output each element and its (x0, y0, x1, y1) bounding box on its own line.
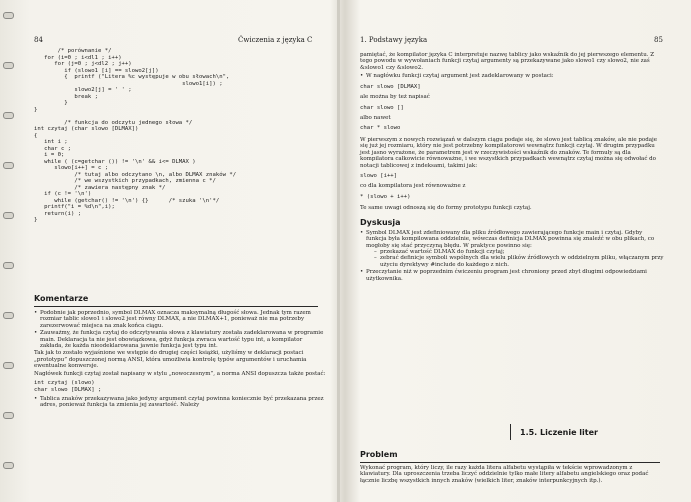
problem-text: Wykonać program, który liczy, ile razy każda litera alfabetu wystąpiła w tekście wprowadzonym z klawiatury. Dla uproszczenia trzeba liczyć oddzielnie tylko małe litery alfabetu angielskiego oraz podać łącznie liczbę wszystkich innych znaków (wielkich liter, znaków interpunkcyjnych itp.). (360, 465, 649, 484)
binding-ring (3, 262, 14, 269)
discussion-list (360, 269, 664, 282)
discussion-list (360, 230, 664, 249)
comments-list (34, 310, 326, 349)
binding-ring (3, 362, 14, 369)
paragraph: albo nawet (360, 115, 391, 122)
section-marker (510, 424, 511, 440)
right-body (360, 52, 664, 282)
binding-ring (3, 112, 14, 119)
section-title: 1.5. Liczenie liter (520, 428, 598, 437)
binding-ring (3, 212, 14, 219)
discussion-item: • Przeczytanie niż w poprzednim ćwiczeniu program jest chroniony przed zbyt długimi odpowiedziami użytkownika. (360, 269, 664, 282)
comment-item: • Podobnie jak poprzednio, symbol DLMAX oznacza maksymalną długość słowa. Jednak tym razem rozmiar tablic slowo1 i slowo2 jest równy DLMAX, a nie DLMAX+1, ponieważ nie ma potrzeby zarezerwować miejsca na znak końca ciągu. (34, 310, 326, 329)
page-number: 84 (34, 36, 43, 44)
code-snippet: slowo [i++] (360, 172, 398, 179)
code-snippet: char * slowo (360, 125, 401, 132)
binding-ring (3, 162, 14, 169)
binding-ring (3, 12, 14, 19)
page-number: 85 (654, 36, 663, 44)
paragraph: co dla kompilatora jest równoważne z (360, 183, 466, 190)
code-snippet: char slowo [] (360, 104, 404, 111)
heading-rule (34, 306, 318, 307)
problem-section (360, 450, 664, 484)
paragraph: Nagłówek funkcji czytaj został napisany w stylu „nowoczesnym”, a norma ANSI dopuszcza także postać: (34, 370, 326, 377)
discussion-item: • Symbol DLMAX jest zdefiniowany dla pliku źródłowego zawierającego funkcje main i czytaj. Gdyby funkcja była kompilowana oddzielnie, wówczas definicja DLMAX powinna się znaleźć w obu plikach, co mogłoby się stać przyczyną błędu. W praktyce powinno się: (360, 230, 664, 249)
comments-list (34, 396, 326, 409)
paragraph: ale można by też napisać (360, 94, 430, 101)
comments-heading: Komentarze (34, 294, 89, 303)
dash-item: – zebrać definicje symboli wspólnych dla wielu plików źródłowych w oddzielnym pliku, włączanym przy użyciu dyrektywy #include do każdego z nich. (374, 255, 664, 268)
code-snippet: char slowo [DLMAX] (360, 83, 421, 90)
code-listing: /* porównanie */ for (i=0 ; i<dl1 ; i++) for (j=0 ; j<dl2 ; j++) if (slowo1 [i] == slowo2[j]) { printf ("Litera %c występuje w obu słowach\n", slowo1[i]) ; slowo2[j] = ' ' ; break ; } } /* funkcja do odczytu jednego słowa */ int czytaj (char slowo [DLMAX]) { int i ; char c ; i = 0; while ( (c=getchar ()) != '\n' && i<= DLMAX ) slowo[i++] = c ; /* tutaj albo odczytano \n, albo DLMAX znaków */ /* we wszystkich przypadkach, zmienna c */ /* zawiera następny znak */ if (c != '\n') while (getchar() != '\n') {} /* szuka '\n'*/ printf("i = %d\n",i); return(i) ; } (34, 48, 237, 223)
comments-section (34, 294, 326, 409)
bullet-item: • W nagłówku funkcji czytaj argument jest zadeklarowany w postaci: (360, 73, 664, 79)
right-page (356, 0, 668, 502)
comment-item: • Tablica znaków przekazywana jako jedyny argument czytaj powinna koniecznie być przekazana przez adres, ponieważ funkcja ta zmienia jej zawartość. Należy (34, 396, 326, 409)
code-snippet: int czytaj (slowo) char slowo [DLMAX] ; (34, 380, 102, 393)
running-head: Ćwiczenia z języka C (238, 36, 313, 44)
heading-rule (360, 462, 660, 463)
section-header (360, 428, 664, 438)
problem-heading: Problem (360, 450, 398, 459)
paragraph: Tak jak to zostało wyjaśnione we wstępie do drugiej części książki, użyliśmy w deklaracji postaci „prototypu” dopuszczonej normą ANSI, która umożliwia kontrolę typów argumentów i uruchamia ewentualne konwersje. (34, 350, 307, 370)
binding-ring (3, 412, 14, 419)
dash-item: – przekazać wartość DLMAX do funkcji czytaj; (374, 249, 664, 255)
paragraph: W pierwszym z nowych rozwiązań w dalszym ciągu podaje się, że slowo jest tablicą znaków, ale nie podaje się już jej rozmiaru, który nie jest potrzebny kompilatorowi wewnątrz funkcji czytaj. W drugim przypadku jest jasno wyrażone, że parametrem jest w rzeczywistości wskaźnik do znaków. Te formuły są dla kompilatora całkowicie równoważne, i we wszystkich przypadkach wewnątrz czytaj można się odwołać do notacji tablicowej z indeksami, takimi jak: (360, 136, 657, 169)
paragraph: pamiętać, że kompilator języka C interpretuje nazwę tablicy jako wskaźnik do jej pierwszego elementu. Z tego powodu w wywołaniach funkcji czytaj argumenty są przekazywane jako slowo1 czy slowo2, nie zaś &slowo1 czy &slowo2. (360, 52, 655, 71)
page-gutter (337, 0, 340, 502)
code-snippet: * (slowo + i++) (360, 193, 411, 200)
binding-ring (3, 462, 14, 469)
left-page (26, 0, 326, 502)
paragraph: Te same uwagi odnoszą się do formy prototypu funkcji czytaj. (360, 205, 532, 212)
comment-item: • Zauważmy, że funkcja czytaj do odczytywania słowa z klawiatury została zadeklarowana w programie main. Deklaracja ta nie jest obowiązkowa, gdyż funkcja zwraca wartość typu int, a kompilator zakłada, że każda nieodeklarowana jawnie funkcja jest typu int. (34, 330, 326, 349)
binding-ring (3, 312, 14, 319)
spiral-binding (0, 0, 14, 502)
bullet-list (360, 73, 664, 79)
running-head: 1. Podstawy języka (360, 36, 428, 44)
binding-ring (3, 62, 14, 69)
discussion-heading: Dyskusja (360, 217, 401, 227)
dash-list (360, 249, 664, 268)
